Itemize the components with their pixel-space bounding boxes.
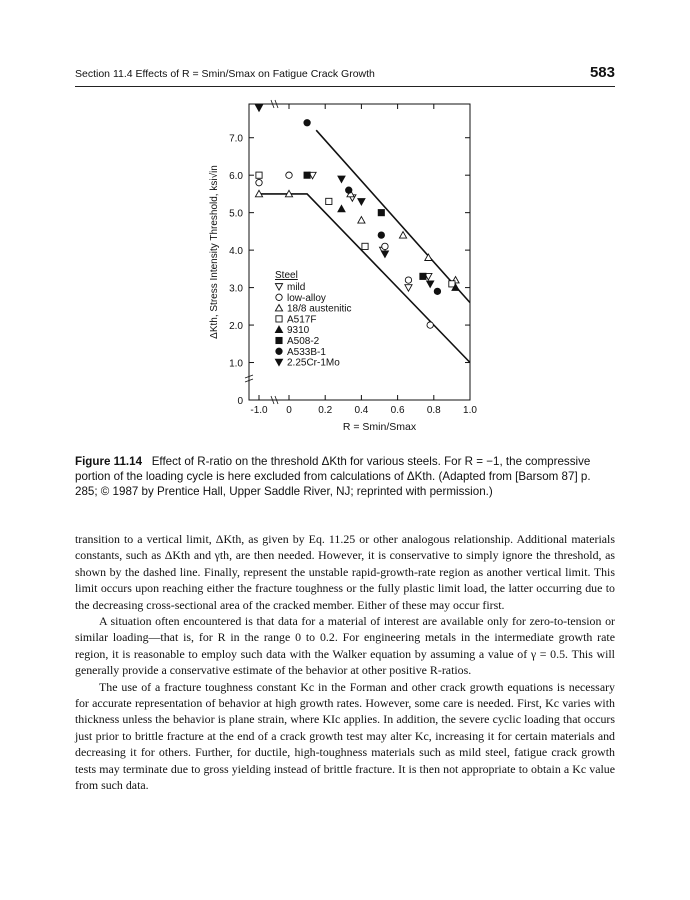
point-a533b-1 xyxy=(304,120,310,126)
point-18-8-austenitic xyxy=(425,254,432,260)
x-tick-label: 0.4 xyxy=(354,405,369,416)
page-header xyxy=(75,64,615,87)
legend-label: A508-2 xyxy=(287,336,320,347)
legend-marker xyxy=(276,348,282,354)
x-tick-label: 0.6 xyxy=(390,405,405,416)
point-18-8-austenitic xyxy=(358,217,365,223)
caption-text: Effect of R-ratio on the threshold ΔKth for various steels. For R = −1, the compressive portion of the loading cycle is here excluded from calculations of ΔKth. (Adapted from [Barsom 87] p. 285; © 1987 by Prentice Hall, Upper Saddle River, NJ; reprinted with permission.) xyxy=(75,455,591,499)
y-tick-label: 1.0 xyxy=(229,358,243,370)
paragraph-3: The use of a fracture toughness constant Kc in the Forman and other crack growth equations is necessary for accurate representation of behavior at high growth rates. However, some care is needed. First, Kc varies with thickness unless the behavior is plane strain, where KIc applies. In addition, the severe cyclic loading that occurs just prior to brittle fracture at the end of a crack growth test may alter Kc, increasing it for certain materials and decreasing it for others. Further, for ductile, high-toughness materials such as mild steel, fatigue crack growth tests may terminate due to gross yielding instead of brittle fracture. It is then not appropriate to obtain a Kc value from such data. xyxy=(75,679,615,793)
point-low-alloy xyxy=(382,243,388,249)
point-low-alloy xyxy=(405,277,411,283)
y-tick-label: 2.0 xyxy=(229,321,243,333)
x-tick-label: 0 xyxy=(286,405,292,416)
point-2-25cr-1mo xyxy=(381,251,388,257)
point-mild xyxy=(405,285,412,291)
x-tick-label: -1.0 xyxy=(250,405,268,416)
legend-label: 2.25Cr-1Mo xyxy=(287,357,340,369)
point-2-25cr-1mo xyxy=(255,105,262,111)
point-low-alloy xyxy=(286,172,292,178)
y-tick-label: 3.0 xyxy=(229,283,243,295)
paragraph-1: transition to a vertical limit, ΔKth, as given by Eq. 11.25 or other analogous relationship. Additional materials constants, such as ΔKth and γth, are then needed. However, it is conservative to simply ignore the threshold, as shown by the dashed line. Finally, represent the unstable rapid-growth-rate region as another vertical limit. This limit occurs upon reaching either the fracture toughness or the fully plastic limit load, the latter occurring due to the decreasing cross-sectional area of the cracked member. Either of these may occur first. xyxy=(75,532,615,612)
body-text xyxy=(75,531,615,794)
threshold-chart xyxy=(195,96,495,436)
legend-marker xyxy=(276,337,282,343)
y-tick-label: 7.0 xyxy=(229,133,243,145)
point-low-alloy xyxy=(427,322,433,328)
legend-label: low-alloy xyxy=(287,292,326,304)
legend-marker xyxy=(275,326,282,332)
upper-bound-line xyxy=(316,130,470,302)
y-tick-label: 4.0 xyxy=(229,246,243,258)
point-a517f xyxy=(326,198,332,204)
legend-label: mild xyxy=(287,282,306,293)
legend-marker xyxy=(275,284,282,290)
point-a533b-1 xyxy=(378,232,384,238)
legend-marker xyxy=(276,294,282,300)
page-number: 583 xyxy=(589,64,615,81)
figure-label: Figure 11.14 xyxy=(75,455,143,468)
point-low-alloy xyxy=(256,179,262,185)
x-tick-label: 0.2 xyxy=(318,405,333,416)
y-tick-label: 6.0 xyxy=(229,171,243,183)
legend-marker xyxy=(275,359,282,365)
point-a508-2 xyxy=(420,273,426,279)
point-2-25cr-1mo xyxy=(358,199,365,205)
legend-marker xyxy=(276,316,282,322)
legend-marker xyxy=(275,305,282,311)
legend-label: A533B-1 xyxy=(287,346,326,358)
point-a508-2 xyxy=(304,172,310,178)
paragraph-2: A situation often encountered is that data for a material of interest are available only for zero-to-tension or similar loading—that is, for R in the range 0 to 0.2. For engineering metals in the intermediate growth rate region, it is reasonable to employ such data with the Walker equation by assuming a value of γ = 0.5. This will generally provide a conservative estimate of the behavior at other positive R-ratios. xyxy=(75,614,615,678)
figure-caption xyxy=(75,454,615,500)
legend-title: Steel xyxy=(275,270,298,281)
section-title: Section 11.4 Effects of R = Smin/Smax on Fatigue Crack Growth xyxy=(75,68,375,80)
point-a508-2 xyxy=(378,210,384,216)
y-axis-label: ΔKth, Stress Intensity Threshold, ksi√in xyxy=(209,165,220,339)
x-axis-label: R = Smin/Smax xyxy=(342,421,417,433)
legend-label: A517F xyxy=(287,314,317,326)
point-2-25cr-1mo xyxy=(338,176,345,182)
point-2-25cr-1mo xyxy=(427,281,434,287)
point-9310 xyxy=(338,205,345,211)
point-a517f xyxy=(362,243,368,249)
point-18-8-austenitic xyxy=(399,232,406,238)
point-a517f xyxy=(256,172,262,178)
point-a533b-1 xyxy=(346,187,352,193)
y-tick-label: 0 xyxy=(237,396,243,407)
legend-label: 9310 xyxy=(287,325,310,337)
point-a533b-1 xyxy=(434,288,440,294)
legend-label: 18/8 austenitic xyxy=(287,303,352,315)
x-tick-label: 0.8 xyxy=(426,405,441,416)
y-tick-label: 5.0 xyxy=(229,208,243,220)
plot-frame xyxy=(249,104,470,400)
x-tick-label: 1.0 xyxy=(463,405,477,416)
